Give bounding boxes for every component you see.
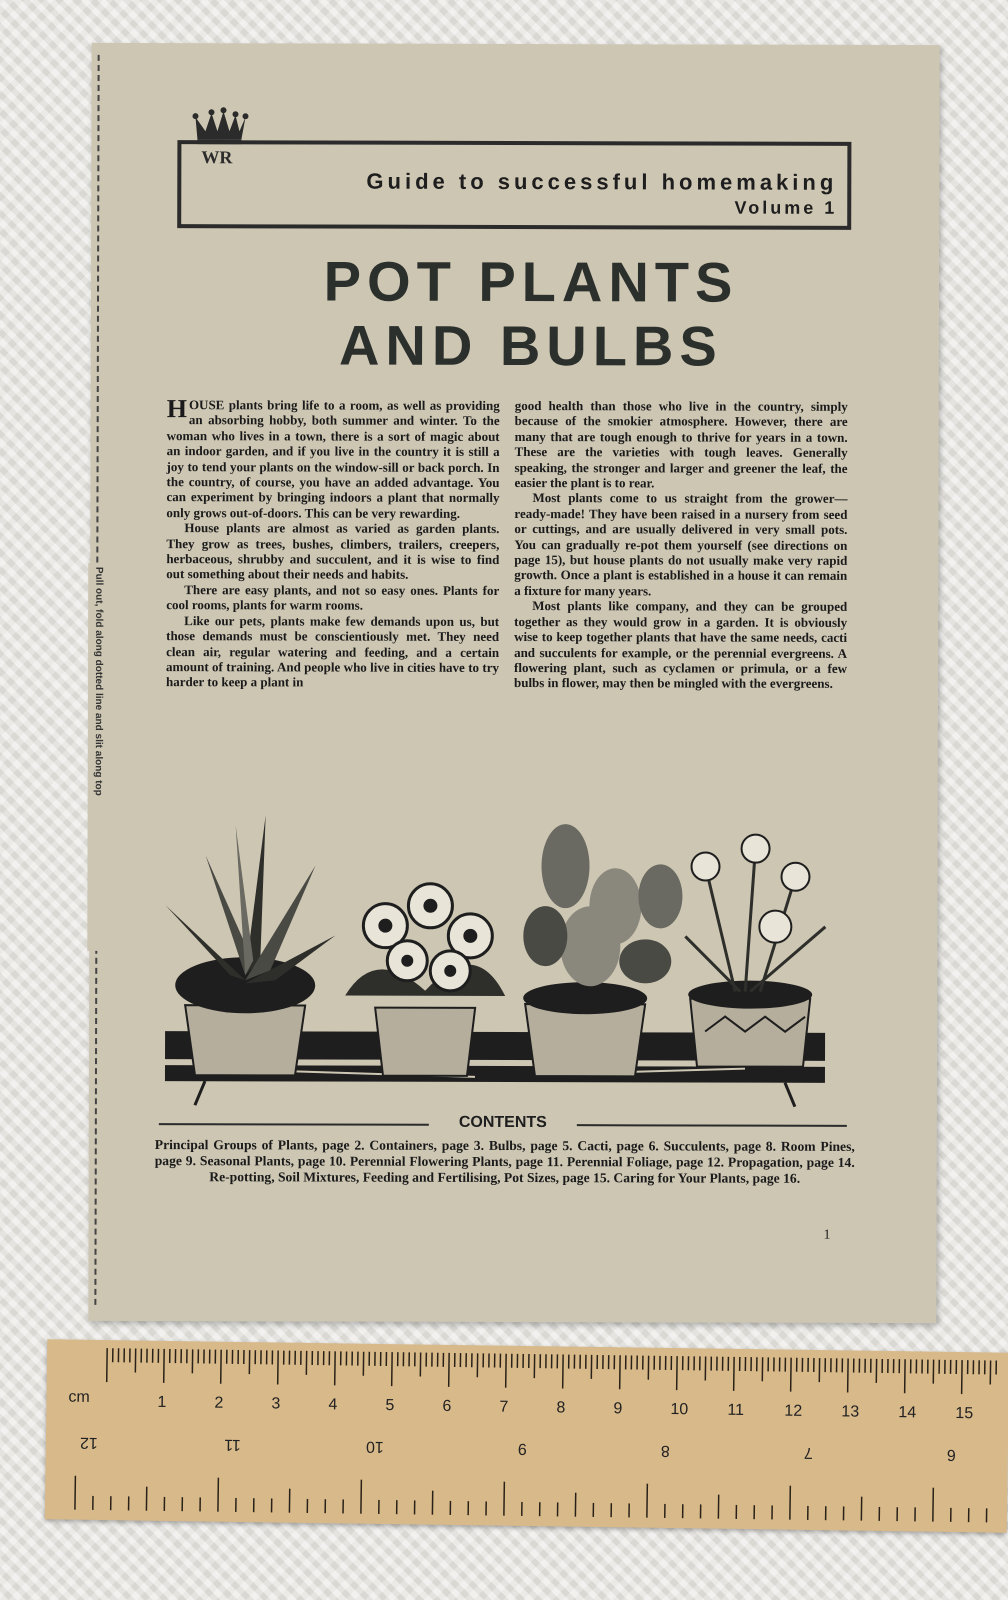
inch-number: 12 xyxy=(79,1433,98,1452)
page-number: 1 xyxy=(823,1227,831,1243)
volume-label: Volume 1 xyxy=(734,197,838,218)
contents-list: Principal Groups of Plants, page 2. Containers, page 3. Bulbs, page 5. Cacti, page 6. Succulents, page 8. Room Pines, page 9. Seasonal Plants, page 10. Perennial Flowering Plants, page 11. Perennial Foliage, page 12. Propagation, page 14. Re-potting, Soil Mixtures, Feeding and Fertilising, Pot Sizes, page 15. Caring for Your Plants, page 16. xyxy=(154,1137,855,1186)
paragraph: HOUSE plants bring life to a room, as well as providing an absorbing hobby, both summer and winter. To the woman who lives in a town, there is a sort of magic about an indoor garden, and if you live in the country it is still a joy to tend your plants on the window-sill or back porch. In the country, of course, you have an added advantage. You can experiment by bringing indoors a plant that normally only grows out-of-doors. This can be very rewarding. xyxy=(166,394,500,521)
header-title: Guide to successful homemaking xyxy=(366,168,838,195)
cm-number: 15 xyxy=(955,1404,974,1423)
article-column-left xyxy=(165,394,500,691)
paragraph: House plants are almost as varied as garden plants. They grow as trees, bushes, climbers, trailers, creepers, herbaceous, shrubby and succulent, and it is wise to find out something about their needs and habits. xyxy=(166,520,500,583)
paragraph: Like our pets, plants make few demands upon us, but those demands must be conscientiously met. They need clean air, regular watering and feeding, and a certain amount of training. And people who live in cities have to try harder to keep a plant in xyxy=(165,612,500,690)
pot-plants-illustration xyxy=(145,775,846,1127)
cm-number: 12 xyxy=(784,1402,803,1420)
cm-number: 13 xyxy=(841,1403,860,1421)
article-column-right xyxy=(514,398,848,692)
drop-cap: H xyxy=(166,394,187,424)
cm-number: 10 xyxy=(670,1401,689,1419)
paragraph: Most plants come to us straight from the grower—ready-made! They have been raised in a nursery from seed or cuttings, and are usually delivered in very small pots. You can gradually re-pot them yourself (see directions on page 15), but house plants do not usually make very rapid growth. Once a plant is established in a house it can remain a fixture for many years. xyxy=(514,490,848,599)
paragraph: Most plants like company, and they can be grouped together as they would grow in a garden. It is obviously wise to keep together plants that have the same needs, cacti and succulents for example, or the perennial evergreens. A flowering plant, such as cyclamen or primula, or a few bulbs in flower, may then be mingled with the evergreens. xyxy=(513,598,848,692)
header-banner xyxy=(177,140,851,230)
cm-number: 1 xyxy=(157,1393,167,1411)
cm-number: 9 xyxy=(613,1400,623,1418)
title-line-1: POT PLANTS xyxy=(323,249,739,314)
cm-number: 4 xyxy=(328,1396,338,1414)
cm-number: 6 xyxy=(442,1397,452,1415)
cm-number: 14 xyxy=(898,1404,917,1422)
cm-number: 11 xyxy=(727,1401,745,1420)
inch-number: 8 xyxy=(660,1441,670,1459)
perforation-note: Pull out, fold along dotted line and slit along top xyxy=(87,563,104,951)
cm-scale xyxy=(106,1348,1008,1423)
cm-number: 3 xyxy=(271,1395,281,1413)
inch-number: 11 xyxy=(224,1435,241,1454)
inch-scale xyxy=(75,1434,988,1523)
leaflet-page xyxy=(88,43,939,1323)
title-line-2: AND BULBS xyxy=(338,313,723,378)
wooden-ruler xyxy=(45,1339,1008,1532)
bulb-flowers-plant-icon xyxy=(685,834,826,1066)
cm-number: 7 xyxy=(499,1398,509,1416)
ruler-markings xyxy=(45,1339,1008,1532)
page-title xyxy=(231,249,831,379)
inch-number: 9 xyxy=(517,1439,527,1457)
inch-number: 7 xyxy=(803,1443,813,1461)
cm-number: 5 xyxy=(385,1397,395,1415)
contents-heading xyxy=(159,1113,847,1135)
contents-label: CONTENTS xyxy=(458,1113,547,1132)
inch-number: 10 xyxy=(365,1437,384,1456)
cm-number: 2 xyxy=(214,1394,224,1412)
cm-unit-label: cm xyxy=(68,1388,90,1406)
paragraph: good health than those who live in the country, simply because of the smokier atmosphere. However, there are many that are tough enough to thrive for years in a town. These are the varieties with tough leaves. Generally speaking, the stronger and larger and greener the leaf, the easier the plant is to rear. xyxy=(514,398,848,491)
logo-letters: WR xyxy=(201,147,233,168)
inch-number: 6 xyxy=(946,1445,956,1463)
cm-number: 8 xyxy=(556,1399,566,1417)
paragraph: There are easy plants, and not so easy ones. Plants for cool rooms, plants for warm rooms. xyxy=(166,582,500,613)
